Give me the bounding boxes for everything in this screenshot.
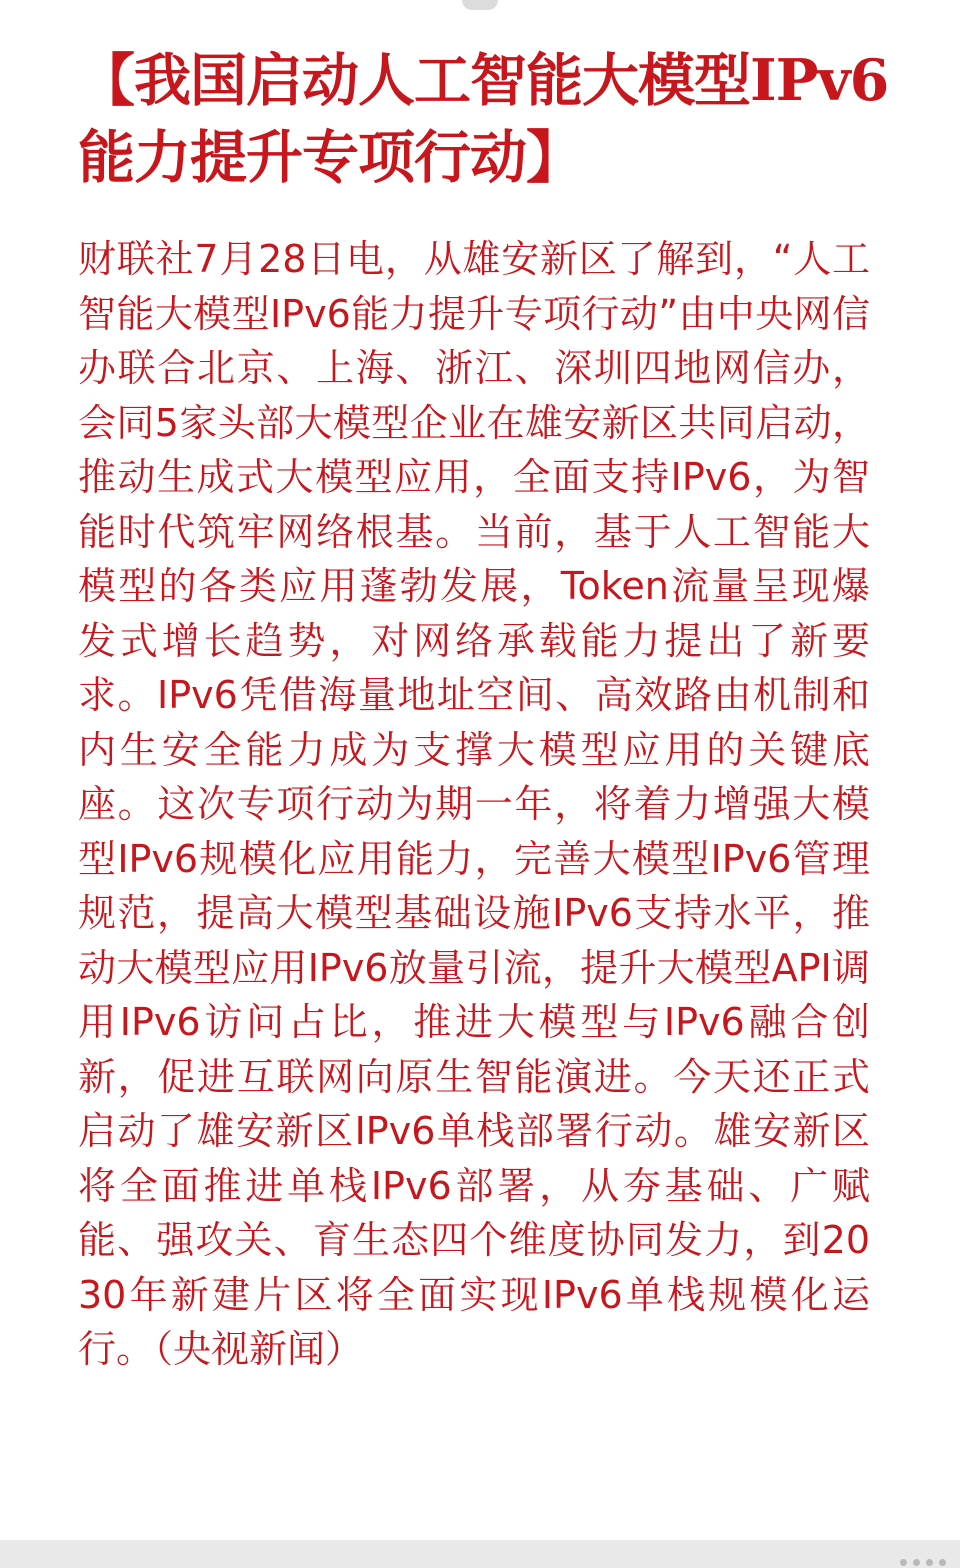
top-handle	[462, 0, 498, 10]
dot	[913, 1559, 920, 1566]
article-body: 财联社7月28日电，从雄安新区了解到，“人工智能大模型IPv6能力提升专项行动”由中央网信办联合北京、上海、浙江、深圳四地网信办，会同5家头部大模型企业在雄安新区共同启动，推动生成式大模型应用，全面支持IPv6，为智能时代筑牢网络根基。当前，基于人工智能大模型的各类应用蓬勃发展，Token流量呈现爆发式增长趋势，对网络承载能力提出了新要求。IPv6凭借海量地址空间、高效路由机制和内生安全能力成为支撑大模型应用的关键底座。这次专项行动为期一年，将着力增强大模型IPv6规模化应用能力，完善大模型IPv6管理规范，提高大模型基础设施IPv6支持水平，推动大模型应用IPv6放量引流，提升大模型API调用IPv6访问占比，推进大模型与IPv6融合创新，促进互联网向原生智能演进。今天还正式启动了雄安新区IPv6单栈部署行动。雄安新区将全面推进单栈IPv6部署，从夯基础、广赋能、强攻关、育生态四个维度协同发力，到2030年新建片区将全面实现IPv6单栈规模化运行。（央视新闻）	[78, 237, 870, 1371]
dot	[900, 1559, 907, 1566]
dot	[939, 1559, 946, 1566]
article-headline: 【我国启动人工智能大模型IPv6能力提升专项行动】	[78, 47, 889, 191]
dot	[926, 1559, 933, 1566]
more-dots-icon[interactable]	[900, 1559, 946, 1566]
